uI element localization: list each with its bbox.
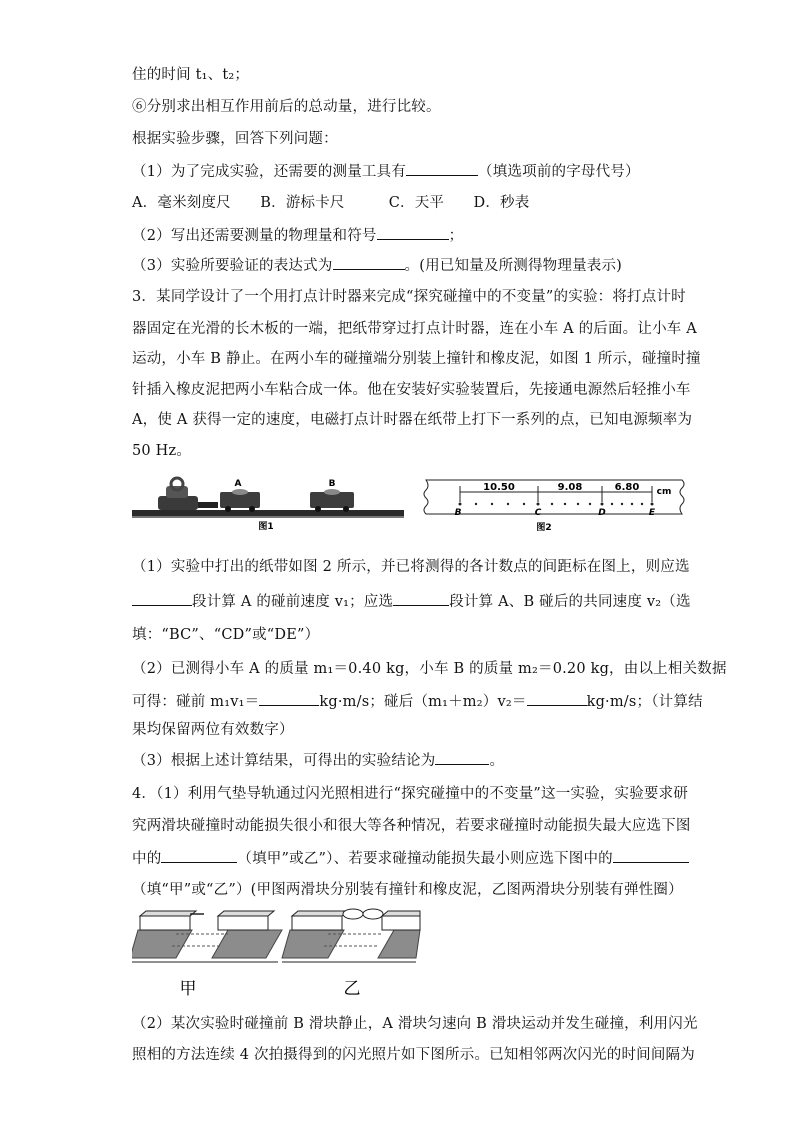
question-text: （填甲”或乙”）、若要求碰撞动能损失最小则应选下图中的 [237,851,613,867]
question-line [132,591,691,612]
point-d-label: D [598,508,606,518]
text-line: 4．（1）利用气垫导轨通过闪光照相进行“探究碰撞中的不变量”这一实验，实验要求研 [132,786,689,802]
text-line: 究两滑块碰撞时动能损失很小和很大等各种情况，若要求碰撞时动能损失最大应选下图 [132,818,691,834]
text-line: ⑥分别求出相互作用前后的总动量，进行比较。 [132,99,441,115]
answer-blank[interactable] [132,591,192,606]
answer-blank[interactable] [393,591,449,606]
label-jia: 甲 [179,979,197,999]
text-line: 器固定在光滑的长木板的一端，把纸带穿过打点计时器，连在小车 A 的后面。让小车 A [132,321,697,337]
answer-blank[interactable] [613,848,689,863]
cart-a [220,489,260,512]
question-text: kg·m/s；碰后（m₁＋m₂）v₂＝ [319,694,527,710]
figure-3-air-track [132,908,422,1004]
text-line: 照相的方法连续 4 次拍摄得到的闪光照片如下图所示。已知相邻两次闪光的时间间隔为 [132,1047,695,1063]
answer-blank[interactable] [435,750,489,765]
answer-blank[interactable] [527,691,587,706]
text-line: 根据实验步骤，回答下列问题： [132,131,338,147]
answer-blank[interactable] [259,691,319,706]
paper-tape [424,480,684,514]
text-line: 针插入橡皮泥把两小车粘合成一体。他在安装好实验装置后，先接通电源然后轻推小车 [132,382,691,398]
question-line [132,750,504,771]
text-line: 果均保留两位有效数字） [132,722,294,738]
text-line: （2）已测得小车 A 的质量 m₁＝0.40 kg，小车 B 的质量 m₂＝0.20 kg，由以上相关数据 [132,661,727,677]
segment-bc-length: 10.50 [483,482,515,493]
answer-blank[interactable] [161,848,237,863]
question-text: （2）写出还需要测量的物理量和符号 [132,228,377,244]
text-line: 运动，小车 B 静止。在两小车的碰撞端分别装上撞针和橡皮泥，如图 1 所示，碰撞时撞 [132,351,701,367]
point-b-label: B [454,508,462,518]
question-text: 。 [489,753,505,769]
timer-device [158,478,218,510]
question-text: （1）为了完成实验，还需要的测量工具有 [132,164,407,180]
question-3-line [132,255,622,276]
text-line: （1）实验中打出的纸带如图 2 所示，并已将测得的各计数点的间距标在图上，则应选 [132,559,690,575]
track-board [132,510,404,516]
question-2-line [132,225,463,246]
cart-b [310,489,354,512]
question-text: ； [448,228,464,244]
question-text: 段计算 A 的碰前速度 v₁；应选 [192,594,394,610]
point-e-label: E [648,508,656,518]
options-line: A．毫米刻度尺 B．游标卡尺 C．天平 D．秒表 [132,195,530,211]
question-text: 中的 [132,851,162,867]
label-yi: 乙 [343,979,361,999]
answer-blank[interactable] [406,161,478,176]
question-text: 。(用已知量及所测得物理量表示) [404,258,623,274]
text-line: 填：“BC”、“CD”或“DE”） [132,627,320,643]
track-jia [132,911,282,962]
question-1-line [132,161,640,182]
question-text: （3）实验所要验证的表达式为 [132,258,333,274]
text-line: 50 Hz。 [132,443,192,459]
figure-2-tape [420,474,688,534]
question-text: （3）根据上述计算结果，可得出的实验结论为 [132,753,436,769]
figure-2-caption: 图2 [536,523,552,533]
track-yi [282,909,420,962]
cart-a-label: A [234,479,242,489]
figure-1-caption: 图1 [258,522,274,532]
text-line: （填“甲”或“乙”）(甲图两滑块分别装有撞针和橡皮泥，乙图两滑块分别装有弹性圈） [132,882,683,898]
question-text: kg·m/s；（计算结 [586,694,703,710]
segment-de-length: 6.80 [614,482,640,493]
unit-label: cm [656,487,672,497]
answer-blank[interactable] [377,225,449,240]
answer-blank[interactable] [333,255,405,270]
figure-1-carts [132,472,404,534]
text-line: （2）某次实验时碰撞前 B 滑块静止，A 滑块匀速向 B 滑块运动并发生碰撞，利用闪光 [132,1016,698,1032]
cart-b-label: B [328,479,336,489]
text-line: 3．某同学设计了一个用打点计时器来完成“探究碰撞中的不变量”的实验：将打点计时 [132,289,686,305]
segment-cd-length: 9.08 [557,482,583,493]
point-c-label: C [534,508,542,518]
question-text: （填选项前的字母代号） [478,164,640,180]
question-line [132,848,689,869]
text-line: A，使 A 获得一定的速度，电磁打点计时器在纸带上打下一系列的点，已知电源频率为 [132,412,693,428]
question-line [132,691,703,712]
question-text: 段计算 A、B 碰后的共同速度 v₂（选 [449,594,691,610]
text-line: 住的时间 t₁、t₂； [132,67,250,83]
question-text: 可得：碰前 m₁v₁＝ [132,694,260,710]
